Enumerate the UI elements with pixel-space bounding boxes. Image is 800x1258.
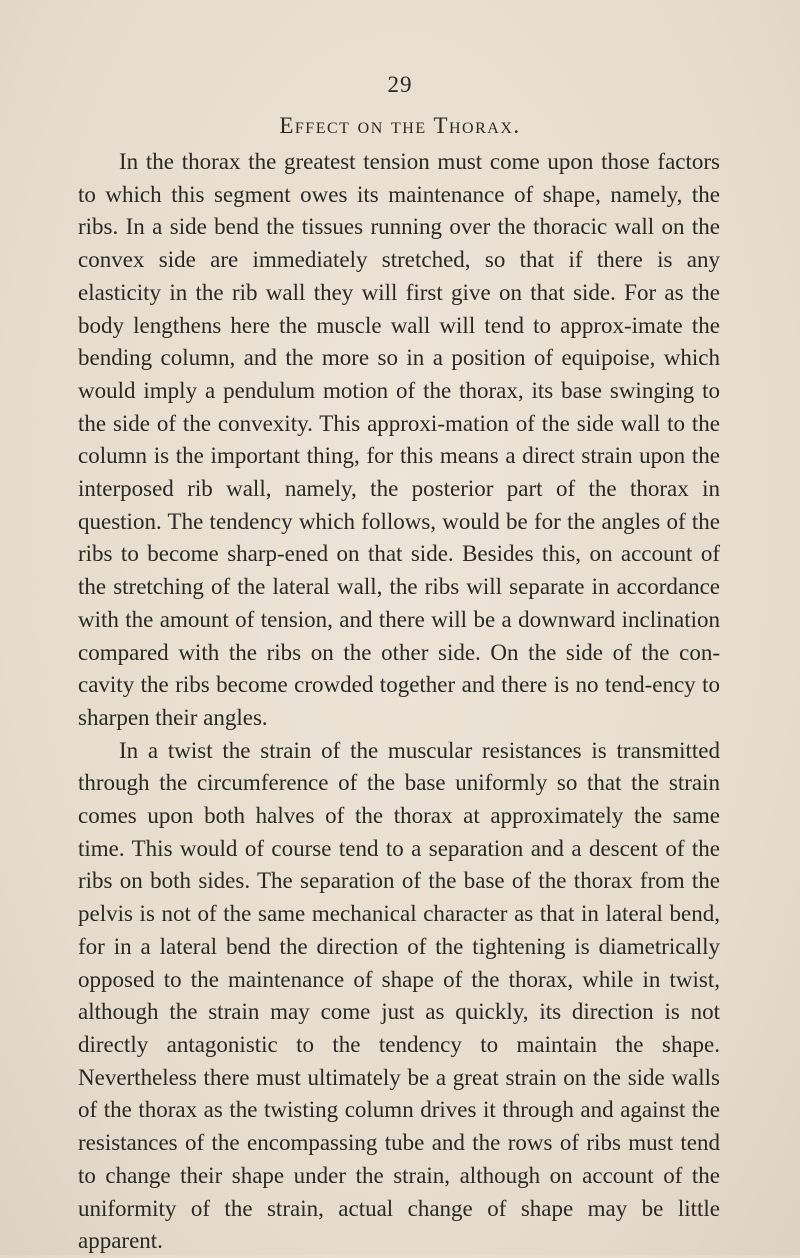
section-heading: Effect on the Thorax. bbox=[279, 113, 521, 138]
paragraph-2: In a twist the strain of the muscular resistances is transmitted through the circumference of the base uniformly so that the strain comes upon both halves of the thorax at approximately the same time. This would of course tend to a separation and a descent of the ribs on both sides. The separation of the base of the thorax from the pelvis is not of the same mechanical character as that in lateral bend, for in a lateral bend the direction of the tightening is diametrically opposed to the maintenance of shape of the thorax, while in twist, although the strain may come just as quickly, its direction is not directly antagonistic to the tendency to maintain the shape. Nevertheless there must ultimately be a great strain on the side walls of the thorax as the twisting column drives it through and against the resistances of the encompassing tube and the rows of ribs must tend to change their shape under the strain, although on account of the uniformity of the strain, actual change of shape may be little apparent. bbox=[78, 737, 720, 1254]
page-number: 29 bbox=[387, 72, 413, 97]
body-text bbox=[78, 146, 720, 1258]
paragraph-1: In the thorax the greatest tension must come upon those factors to which this segment owes its maintenance of shape, namely, the ribs. In a side bend the tissues running over the thoracic wall on the convex side are immediately stretched, so that if there is any elasticity in the rib wall they will first give on that side. For as the body lengthens here the muscle wall will tend to approx-imate the bending column, and the more so in a position of equipoise, which would imply a pendulum motion of the thorax, its base swinging to the side of the convexity. This approxi-mation of the side wall to the column is the important thing, for this means a direct strain upon the interposed rib wall, namely, the posterior part of the thorax in question. The tendency which follows, would be for the angles of the ribs to become sharp-ened on that side. Besides this, on account of the stretching of the lateral wall, the ribs will separate in accordance with the amount of tension, and there will be a downward inclination compared with the ribs on the other side. On the side of the con-cavity the ribs become crowded together and there is no tend-ency to sharpen their angles. bbox=[78, 149, 720, 730]
